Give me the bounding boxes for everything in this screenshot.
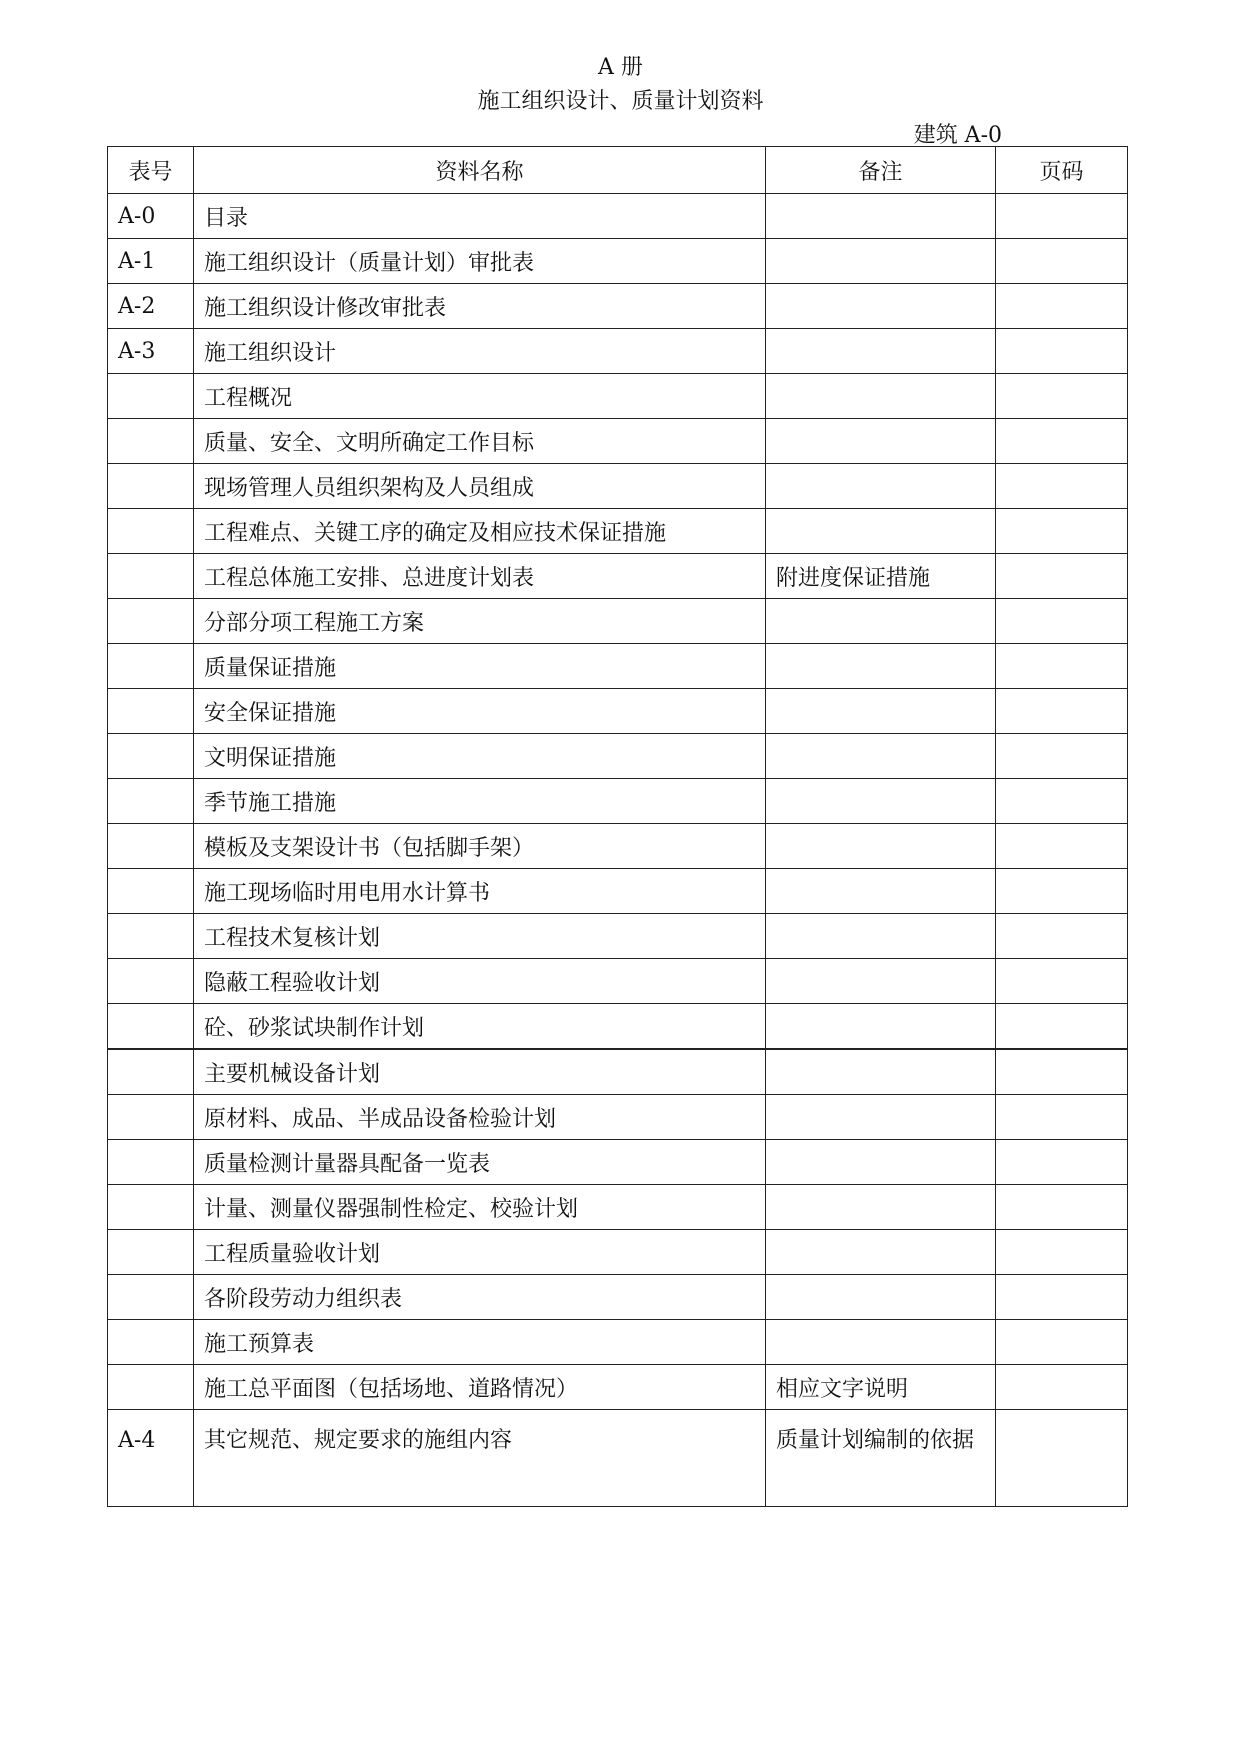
row-page-cell <box>996 1320 1128 1365</box>
row-name-cell: 文明保证措施 <box>194 734 766 779</box>
table-row <box>108 824 1128 869</box>
row-name-cell: 施工组织设计修改审批表 <box>194 284 766 329</box>
row-number-cell <box>108 914 194 959</box>
row-name-cell: 模板及支架设计书（包括脚手架） <box>194 824 766 869</box>
row-name-cell: 计量、测量仪器强制性检定、校验计划 <box>194 1185 766 1230</box>
row-name-cell: 目录 <box>194 194 766 239</box>
row-page-cell <box>996 554 1128 599</box>
table-row <box>108 1185 1128 1230</box>
row-number-cell <box>108 1049 194 1095</box>
row-page-cell <box>996 329 1128 374</box>
row-page-cell <box>996 464 1128 509</box>
row-page-cell <box>996 869 1128 914</box>
row-number-cell: A-4 <box>108 1410 194 1507</box>
table-row <box>108 1004 1128 1050</box>
row-number-cell <box>108 734 194 779</box>
row-number-cell: A-1 <box>108 239 194 284</box>
row-remark-cell <box>766 779 996 824</box>
row-name-cell: 砼、砂浆试块制作计划 <box>194 1004 766 1050</box>
row-number-cell <box>108 419 194 464</box>
row-name-cell: 隐蔽工程验收计划 <box>194 959 766 1004</box>
table-row <box>108 329 1128 374</box>
row-name-cell: 其它规范、规定要求的施组内容 <box>194 1410 766 1507</box>
column-header-no: 表号 <box>108 147 194 194</box>
table-row <box>108 1275 1128 1320</box>
row-page-cell <box>996 1275 1128 1320</box>
row-number-cell <box>108 959 194 1004</box>
row-name-cell: 施工总平面图（包括场地、道路情况） <box>194 1365 766 1410</box>
row-remark-cell <box>766 1049 996 1095</box>
table-row <box>108 959 1128 1004</box>
row-name-cell: 工程总体施工安排、总进度计划表 <box>194 554 766 599</box>
row-remark-cell <box>766 599 996 644</box>
table-row <box>108 1410 1128 1507</box>
row-remark-cell <box>766 644 996 689</box>
row-page-cell <box>996 644 1128 689</box>
row-remark-cell <box>766 1185 996 1230</box>
row-number-cell: A-0 <box>108 194 194 239</box>
row-remark-cell <box>766 734 996 779</box>
row-name-cell: 施工预算表 <box>194 1320 766 1365</box>
row-remark-cell <box>766 1230 996 1275</box>
row-number-cell <box>108 509 194 554</box>
table-row <box>108 1320 1128 1365</box>
row-page-cell <box>996 1185 1128 1230</box>
row-name-cell: 施工组织设计 <box>194 329 766 374</box>
row-number-cell <box>108 824 194 869</box>
row-remark-cell <box>766 689 996 734</box>
document-title: 施工组织设计、质量计划资料 <box>477 89 764 114</box>
row-name-cell: 质量检测计量器具配备一览表 <box>194 1140 766 1185</box>
row-page-cell <box>996 599 1128 644</box>
table-row <box>108 1365 1128 1410</box>
table-row <box>108 509 1128 554</box>
row-page-cell <box>996 779 1128 824</box>
row-number-cell <box>108 1230 194 1275</box>
row-number-cell <box>108 1095 194 1140</box>
row-page-cell <box>996 914 1128 959</box>
table-row <box>108 1095 1128 1140</box>
row-name-cell: 施工组织设计（质量计划）审批表 <box>194 239 766 284</box>
row-remark-cell <box>766 1320 996 1365</box>
row-number-cell <box>108 1275 194 1320</box>
index-table <box>107 146 1128 1507</box>
row-page-cell <box>996 959 1128 1004</box>
row-remark-cell <box>766 329 996 374</box>
row-name-cell: 现场管理人员组织架构及人员组成 <box>194 464 766 509</box>
row-page-cell <box>996 1230 1128 1275</box>
row-name-cell: 各阶段劳动力组织表 <box>194 1275 766 1320</box>
row-page-cell <box>996 374 1128 419</box>
row-number-cell <box>108 1365 194 1410</box>
row-page-cell <box>996 284 1128 329</box>
table-row <box>108 914 1128 959</box>
row-remark-cell <box>766 869 996 914</box>
table-row <box>108 239 1128 284</box>
table-body <box>108 194 1128 1507</box>
row-remark-cell: 相应文字说明 <box>766 1365 996 1410</box>
table-row <box>108 1049 1128 1095</box>
row-number-cell <box>108 374 194 419</box>
row-name-cell: 质量、安全、文明所确定工作目标 <box>194 419 766 464</box>
row-page-cell <box>996 239 1128 284</box>
row-page-cell <box>996 1004 1128 1050</box>
row-name-cell: 质量保证措施 <box>194 644 766 689</box>
row-remark-cell <box>766 419 996 464</box>
row-number-cell <box>108 1140 194 1185</box>
table-row <box>108 284 1128 329</box>
row-number-cell <box>108 554 194 599</box>
row-name-cell: 分部分项工程施工方案 <box>194 599 766 644</box>
row-page-cell <box>996 824 1128 869</box>
table-row <box>108 194 1128 239</box>
row-page-cell <box>996 419 1128 464</box>
row-remark-cell <box>766 1095 996 1140</box>
form-code: 建筑 A-0 <box>913 123 1002 148</box>
table-row <box>108 689 1128 734</box>
table-row <box>108 644 1128 689</box>
row-remark-cell <box>766 824 996 869</box>
row-remark-cell <box>766 194 996 239</box>
table-row <box>108 419 1128 464</box>
row-page-cell <box>996 1365 1128 1410</box>
column-header-remark: 备注 <box>766 147 996 194</box>
row-name-cell: 工程质量验收计划 <box>194 1230 766 1275</box>
table-row <box>108 1230 1128 1275</box>
row-remark-cell <box>766 1140 996 1185</box>
column-header-page: 页码 <box>996 147 1128 194</box>
table-row <box>108 554 1128 599</box>
row-number-cell <box>108 599 194 644</box>
row-name-cell: 季节施工措施 <box>194 779 766 824</box>
row-remark-cell <box>766 374 996 419</box>
row-number-cell <box>108 1185 194 1230</box>
row-remark-cell <box>766 914 996 959</box>
row-number-cell <box>108 1320 194 1365</box>
row-page-cell <box>996 509 1128 554</box>
row-name-cell: 原材料、成品、半成品设备检验计划 <box>194 1095 766 1140</box>
row-page-cell <box>996 1410 1128 1507</box>
table-row <box>108 734 1128 779</box>
row-remark-cell <box>766 1004 996 1050</box>
row-page-cell <box>996 194 1128 239</box>
row-number-cell <box>108 464 194 509</box>
row-name-cell: 安全保证措施 <box>194 689 766 734</box>
volume-title: A 册 <box>598 55 643 80</box>
row-number-cell <box>108 1004 194 1050</box>
row-remark-cell <box>766 1275 996 1320</box>
table-row <box>108 599 1128 644</box>
row-number-cell <box>108 779 194 824</box>
row-remark-cell <box>766 284 996 329</box>
row-remark-cell <box>766 464 996 509</box>
table-row <box>108 1140 1128 1185</box>
row-page-cell <box>996 1140 1128 1185</box>
row-number-cell: A-3 <box>108 329 194 374</box>
row-name-cell: 主要机械设备计划 <box>194 1049 766 1095</box>
row-name-cell: 施工现场临时用电用水计算书 <box>194 869 766 914</box>
table-row <box>108 464 1128 509</box>
row-name-cell: 工程难点、关键工序的确定及相应技术保证措施 <box>194 509 766 554</box>
table-row <box>108 869 1128 914</box>
row-remark-cell <box>766 239 996 284</box>
table-header-row <box>108 147 1128 194</box>
row-page-cell <box>996 734 1128 779</box>
row-remark-cell <box>766 959 996 1004</box>
row-remark-cell: 质量计划编制的依据 <box>766 1410 996 1507</box>
row-number-cell <box>108 644 194 689</box>
row-page-cell <box>996 689 1128 734</box>
row-name-cell: 工程概况 <box>194 374 766 419</box>
row-number-cell <box>108 869 194 914</box>
row-number-cell <box>108 689 194 734</box>
table-row <box>108 374 1128 419</box>
row-page-cell <box>996 1049 1128 1095</box>
row-remark-cell: 附进度保证措施 <box>766 554 996 599</box>
row-name-cell: 工程技术复核计划 <box>194 914 766 959</box>
row-page-cell <box>996 1095 1128 1140</box>
row-number-cell: A-2 <box>108 284 194 329</box>
table-row <box>108 779 1128 824</box>
row-remark-cell <box>766 509 996 554</box>
column-header-name: 资料名称 <box>194 147 766 194</box>
